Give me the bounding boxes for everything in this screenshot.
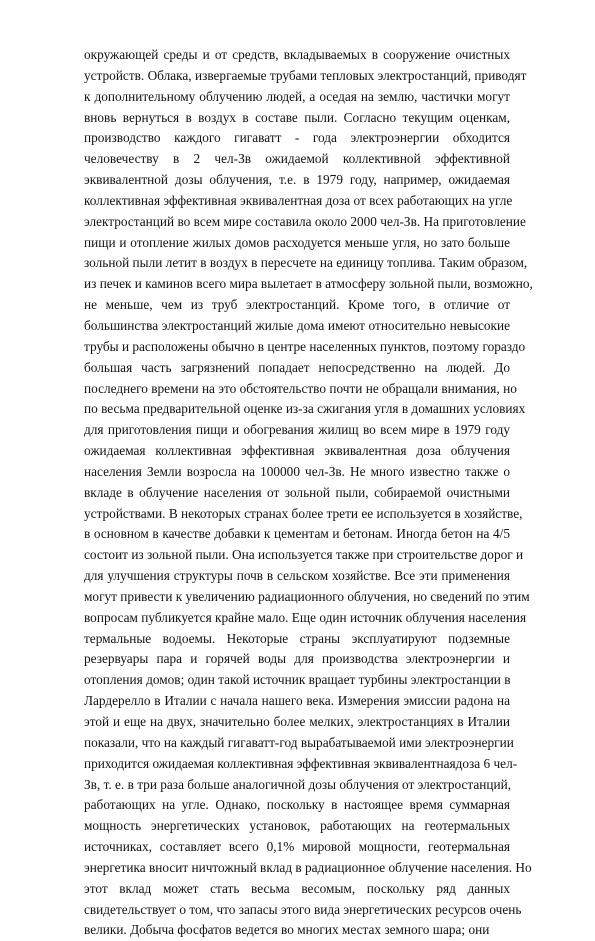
text-line: не меньше, чем из труб электростанций. Кроме того, в отличие от — [84, 297, 510, 313]
text-line: производство каждого гигаватт - года электроэнергии обходится — [84, 130, 510, 146]
text-line: мощность энергетических установок, работающих на геотермальных — [84, 818, 510, 834]
text-line: термальные водоемы. Некоторые страны эксплуатируют подземные — [84, 630, 510, 646]
text-line: эквивалентной дозы облучения, т.е. в 1979 году, например, ожидаемая — [84, 172, 510, 188]
text-line: работающих на угле. Однако, поскольку в настоящее время суммарная — [84, 797, 510, 813]
text-line: вкладе в облучение населения от зольной пыли, собираемой очистными — [84, 484, 510, 500]
text-line: приходится ожидаемая коллективная эффективная эквивалентнаядоза 6 чел- — [84, 755, 518, 771]
text-line: последнего времени на это обстоятельство почти не обращали внимания, но — [84, 380, 517, 396]
text-line: устройствами. В некоторых странах более трети ее используется в хозяйстве, — [84, 505, 523, 521]
text-line: энергетика вносит ничтожный вклад в радиационное облучение населения. Но — [84, 859, 532, 875]
text-line: резервуары пара и горячей воды для производства электроэнергии и — [84, 651, 510, 667]
text-line: отопления домов; один такой источник вращает турбины электростанции в — [84, 672, 511, 688]
text-line: в основном в качестве добавки к цементам и бетонам. Иногда бетон на 4/5 — [84, 526, 510, 542]
text-line: зольной пыли летит в воздух в пересчете на единицу топлива. Таким образом, — [84, 255, 528, 271]
text-line: трубы и расположены обычно в центре населенных пунктов, поэтому гораздо — [84, 338, 526, 354]
text-line: пищи и отопление жилых домов расходуется меньше угля, но зато больше — [84, 234, 510, 250]
text-line: Зв, т. е. в три раза больше аналогичной дозы облучения от электростанций, — [84, 776, 512, 792]
text-line: вопросам публикуется крайне мало. Еще один источник облучения населения — [84, 609, 527, 625]
text-line: состоит из зольной пыли. Она используется также при строительстве дорог и — [84, 547, 524, 563]
text-line: окружающей среды и от средств, вкладываемых в сооружение очистных — [84, 47, 510, 62]
text-line: населения Земли возросла на 100000 чел-Зв. Не много известно также о — [84, 463, 510, 479]
text-line: свидетельствует о том, что запасы этого вида энергетических ресурсов очень — [84, 901, 522, 917]
body-text — [84, 45, 533, 941]
text-line: для улучшения структуры почв в сельском хозяйстве. Все эти применения — [84, 568, 510, 584]
text-line: могут привести к увеличению радиационного облучения, но сведений по этим — [84, 588, 530, 604]
text-line: для приготовления пищи и обогревания жилищ во всем мире в 1979 году — [84, 422, 510, 438]
text-line: показали, что на каждый гигаватт-год вырабатываемой ими электроэнергии — [84, 734, 514, 750]
text-line: Лардерелло в Италии с начала нашего века. Измерения эмиссии радона на — [84, 693, 510, 709]
text-line: из печек и каминов всего мира вылетает в атмосферу зольной пыли, возможно, — [84, 276, 533, 292]
text-line: источниках, составляет всего 0,1% мировой мощности, геотермальная — [84, 839, 510, 855]
text-line: этой и еще на двух, значительно более мелких, электростанциях в Италии — [84, 714, 510, 729]
text-line: вновь вернуться в воздух в составе пыли. Согласно текущим оценкам, — [84, 109, 510, 125]
text-line: коллективная эффективная эквивалентная доза от всех работающих на угле — [84, 192, 513, 208]
text-line: ожидаемая коллективная эффективная эквивалентная доза облучения — [84, 443, 510, 459]
text-line: большая часть загрязнений попадает непосредственно на людей. До — [84, 359, 510, 375]
text-line: большинства электростанций жилые дома имеют относительно невысокие — [84, 317, 510, 333]
text-line: к дополнительному облучению людей, а оседая на землю, частички могут — [84, 88, 510, 104]
text-line: электростанций во всем мире составила около 2000 чел-Зв. На приготовление — [84, 213, 526, 229]
text-line: этот вклад может стать весьма весомым, поскольку ряд данных — [84, 880, 510, 896]
text-line: устройств. Облака, извергаемые трубами тепловых электростанций, приводят — [84, 67, 527, 83]
text-line: человечеству в 2 чел-Зв ожидаемой коллективной эффективной — [84, 151, 510, 167]
text-line: велики. Добыча фосфатов ведется во многих местах земного шара; они — [84, 922, 490, 938]
text-line: по весьма предварительной оценке из-за сжигания угля в домашних условиях — [84, 401, 526, 417]
